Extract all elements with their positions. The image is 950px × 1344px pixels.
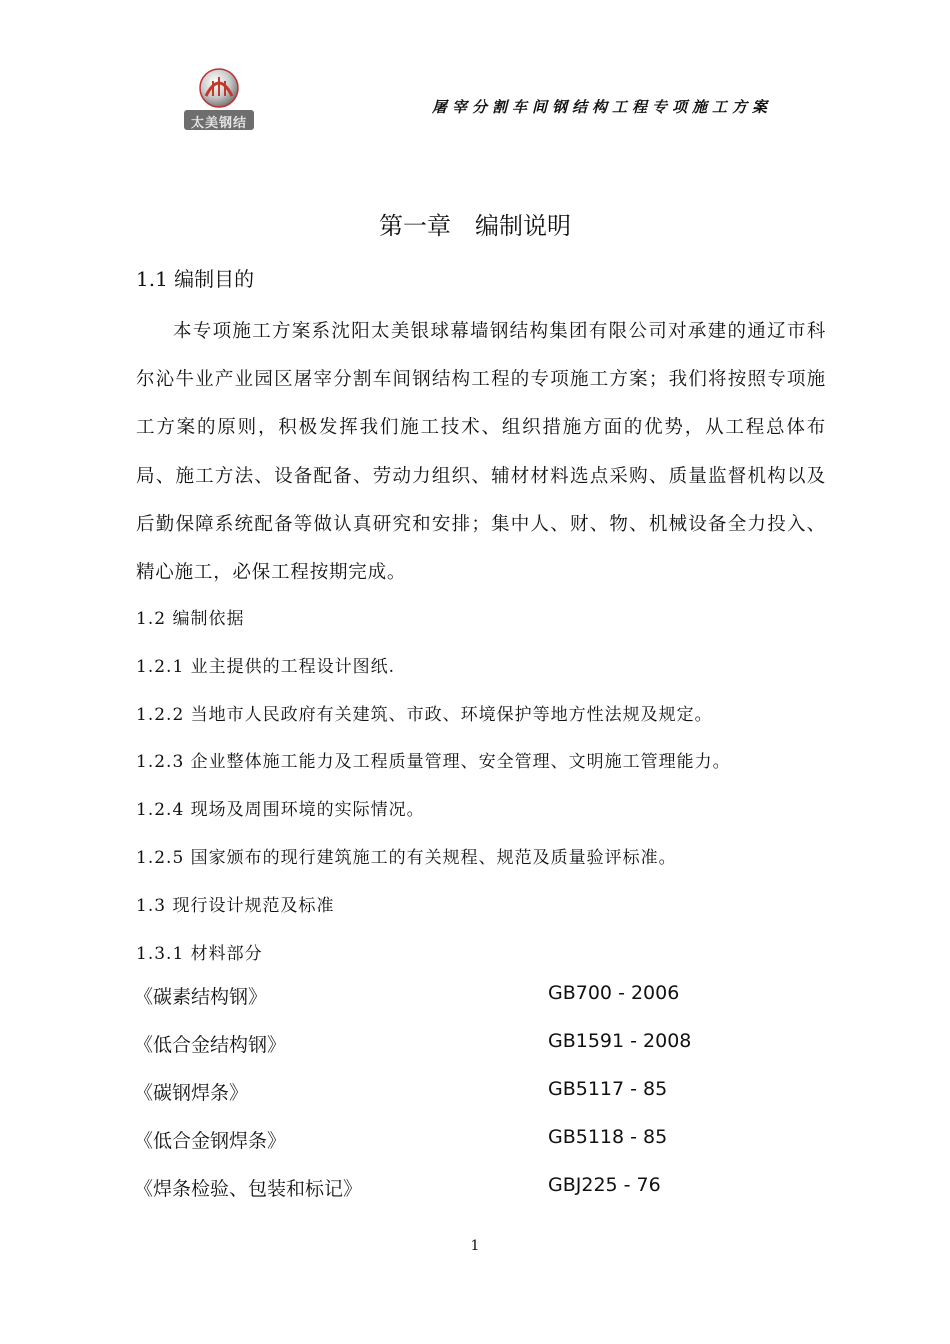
chapter-title: 第一章 编制说明	[379, 212, 571, 240]
section-heading-1-2: 1.2 编制依据	[136, 609, 245, 629]
standard-code: GB5118 - 85	[548, 1126, 668, 1148]
standard-code: GBJ225 - 76	[548, 1174, 661, 1196]
header-title: 屠宰分割车间钢结构工程专项施工方案	[432, 98, 773, 116]
standard-name: 《低合金结构钢》	[134, 1034, 287, 1056]
logo-text: 太美钢结	[190, 116, 247, 131]
standard-name: 《低合金钢焊条》	[134, 1130, 287, 1152]
standard-name: 《碳素结构钢》	[134, 986, 268, 1008]
list-item: 1.2.3 企业整体施工能力及工程质量管理、安全管理、文明施工管理能力。	[136, 752, 731, 772]
section-heading-1-3: 1.3 现行设计规范及标准	[136, 896, 335, 916]
section-heading-1-1: 1.1 编制目的	[136, 267, 255, 291]
standard-code: GB700 - 2006	[548, 982, 680, 1004]
list-item: 1.2.4 现场及周围环境的实际情况。	[136, 800, 425, 820]
subsection-heading-1-3-1: 1.3.1 材料部分	[136, 944, 263, 964]
paragraph-text: 本专项施工方案系沈阳太美银球幕墙钢结构集团有限公司对承建的通辽市科尔沁牛业产业园区屠宰分割车间钢结构工程的专项施工方案；我们将按照专项施工方案的原则，积极发挥我们施工技术、组织措施方面的优势，从工程总体布局、施工方法、设备配备、劳动力组织、辅材材料选点采购、质量监督机构以及后勤保障系统配备等做认真研究和安排；集中人、财、物、机械设备全力投入、精心施工，必保工程按期完成。	[136, 321, 826, 584]
list-item: 1.2.1 业主提供的工程设计图纸.	[136, 657, 396, 677]
standard-name: 《碳钢焊条》	[134, 1082, 249, 1104]
page-number: 1	[470, 1238, 480, 1254]
company-logo	[182, 66, 256, 134]
standard-code: GB1591 - 2008	[548, 1030, 692, 1052]
section-1-1-paragraph	[136, 308, 826, 597]
standard-name: 《焊条检验、包装和标记》	[134, 1178, 363, 1200]
list-item: 1.2.5 国家颁布的现行建筑施工的有关规程、规范及质量验评标准。	[136, 848, 677, 868]
list-item: 1.2.2 当地市人民政府有关建筑、市政、环境保护等地方性法规及规定。	[136, 705, 713, 725]
standard-code: GB5117 - 85	[548, 1078, 668, 1100]
